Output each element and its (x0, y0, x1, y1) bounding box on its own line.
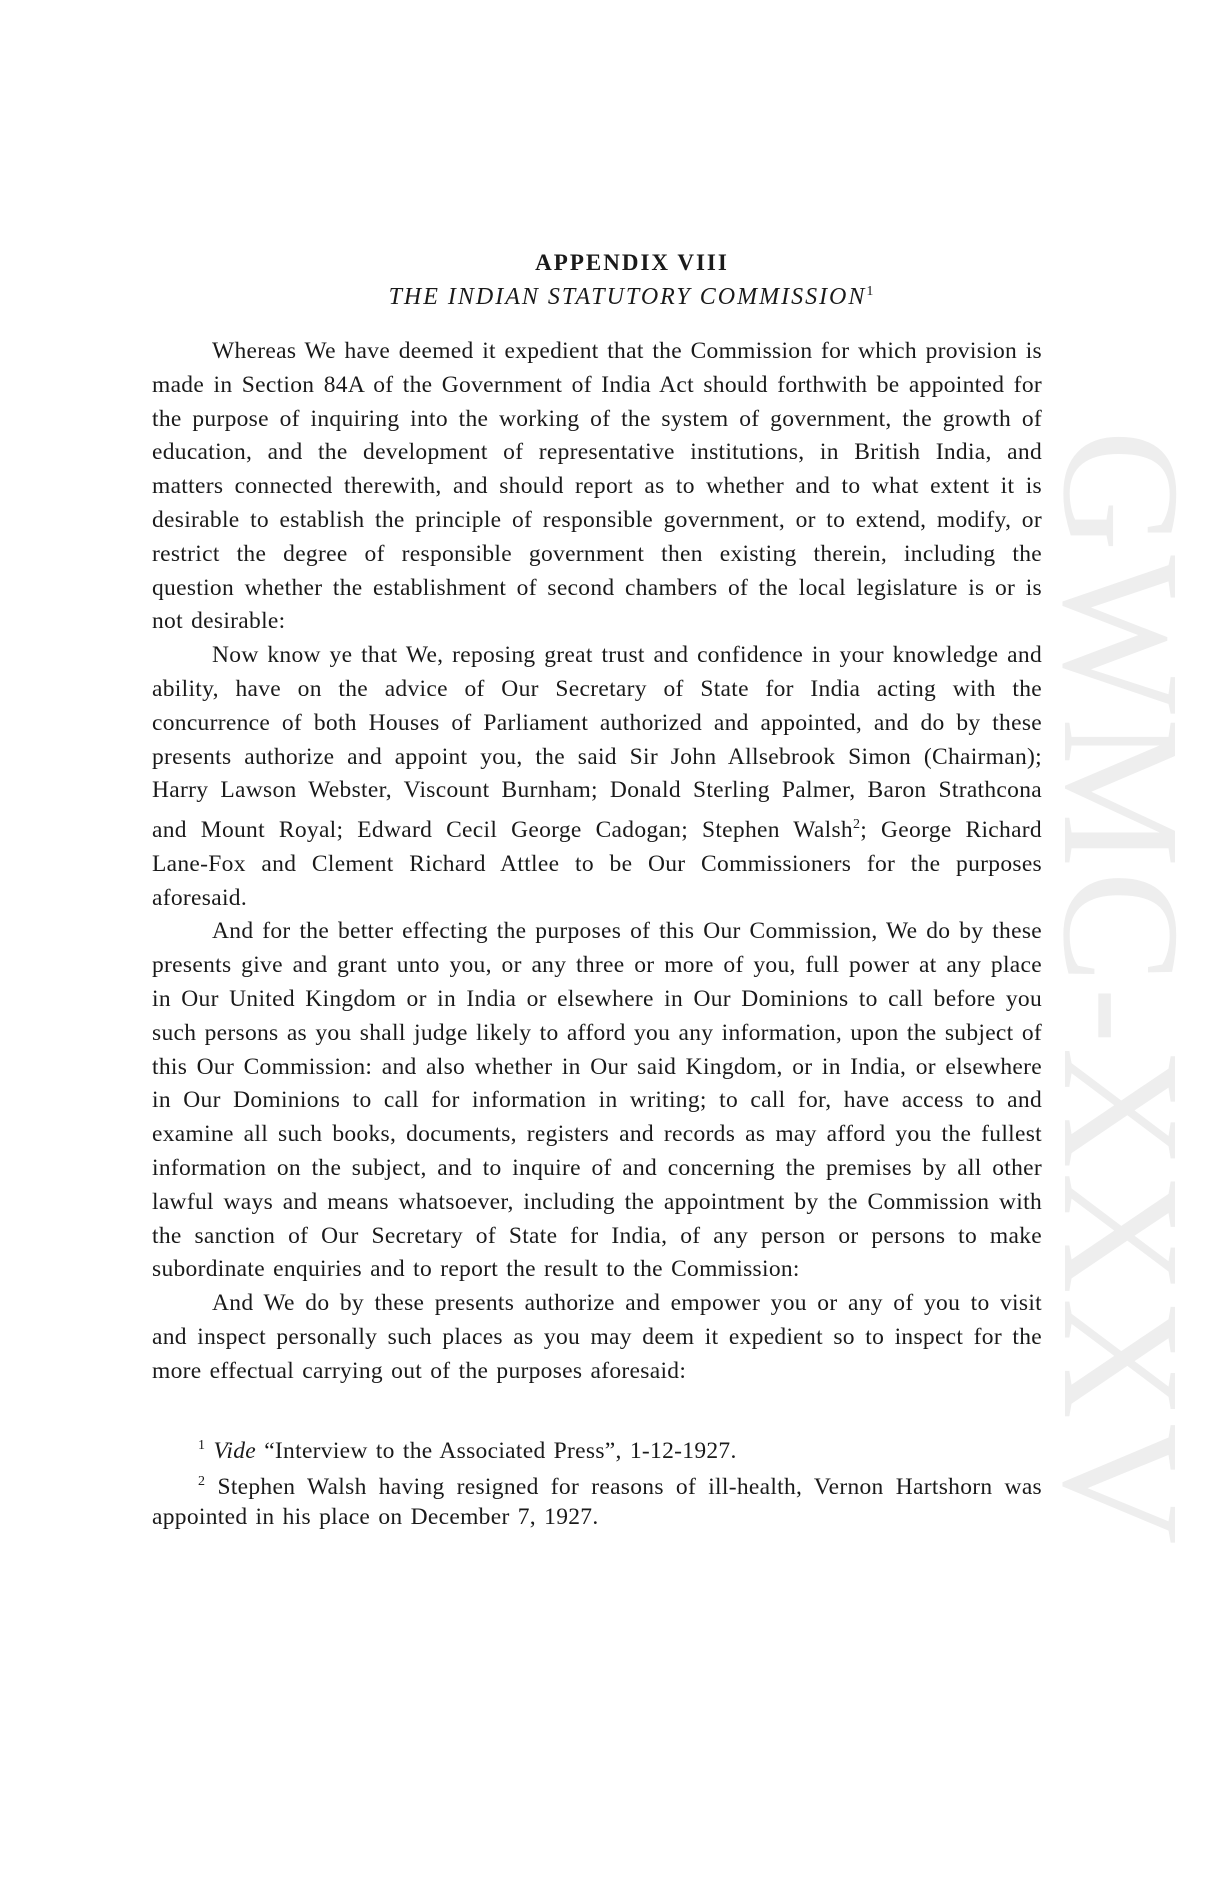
footnote-1-mark: 1 (198, 1437, 206, 1453)
footnote-1-italic: Vide (213, 1437, 257, 1464)
title-footnote-ref[interactable]: 1 (866, 284, 876, 299)
document-title (222, 284, 1042, 311)
paragraph-4: And We do by these presents authorize and empower you or any of you to visit and inspect personally such places as you may deem it expedient so to inspect for the more effectual carrying out of the purposes aforesaid: (152, 1290, 1042, 1384)
footnote-1-text: “Interview to the Associated Press”, 1-12-1927. (256, 1437, 737, 1464)
paragraph-2 (152, 639, 1042, 915)
appendix-heading: APPENDIX VIII (535, 250, 729, 275)
footnote-ref-2[interactable]: 2 (852, 817, 861, 833)
paragraph-3: And for the better effecting the purposes of this Our Commission, We do by these presents give and grant unto you, or any three or more of you, full power at any place in Our United Kingdom or in India or elsewhere in Our Dominions to call before you such persons as you shall judge likely to afford you any information, upon the subject of this Our Commission: and also whether in Our said Kingdom, or in India, or elsewhere in Our Dominions to call for information in writing; to call for, have access to and examine all such books, documents, registers and records as may afford you the fullest information on the subject, and to inquire of and concerning the premises by all other lawful ways and means whatsoever, including the appointment by the Commission with the sanction of Our Secretary of State for India, of any person or persons to make subordinate enquiries and to report the result to the Commission: (152, 918, 1042, 1283)
watermark: GWMC-XXXV (1028, 430, 1214, 1549)
footnote-1 (152, 1431, 1042, 1466)
title-text: THE INDIAN STATUTORY COMMISSION (388, 284, 867, 310)
footnote-2-mark: 2 (198, 1474, 206, 1490)
document-page (152, 250, 1042, 1532)
body-text (152, 335, 1042, 1389)
footnote-2-text: Stephen Walsh having resigned for reasons of ill-health, Vernon Hartshorn was appointed in his place on December 7, 1927. (152, 1474, 1042, 1531)
paragraph-1: Whereas We have deemed it expedient that the Commission for which provision is made in Section 84A of the Government of India Act should forthwith be appointed for the purpose of inquiring into the working of the system of government, the growth of education, and the development of representative institutions, in British India, and matters connected therewith, and should report as to whether and to what extent it is desirable to establish the principle of responsible government, or to extend, modify, or restrict the degree of responsible government then existing therein, including the question whether the establishment of second chambers of the local legislature is or is not desirable: (152, 338, 1042, 635)
footnote-2 (152, 1467, 1042, 1532)
paragraph-2-part-a: Now know ye that We, reposing great trust and confidence in your knowledge and ability, have on the advice of Our Secretary of State for India acting with the concurrence of both Houses of Parliament authorized and appointed, and do by these presents authorize and appoint you, the said Sir John Allsebrook Simon (Chairman); Harry Lawson Webster, Viscount Burnham; Donald Sterling Palmer, Baron Strathcona and Mount Royal; Edward Cecil George Cadogan; Stephen Walsh (152, 642, 1042, 843)
paragraph-2-part-b: ; George Richard Lane-Fox and Clement Richard Attlee to be Our Commissioners for the purposes aforesaid. (152, 816, 1042, 911)
footnotes (152, 1431, 1042, 1533)
